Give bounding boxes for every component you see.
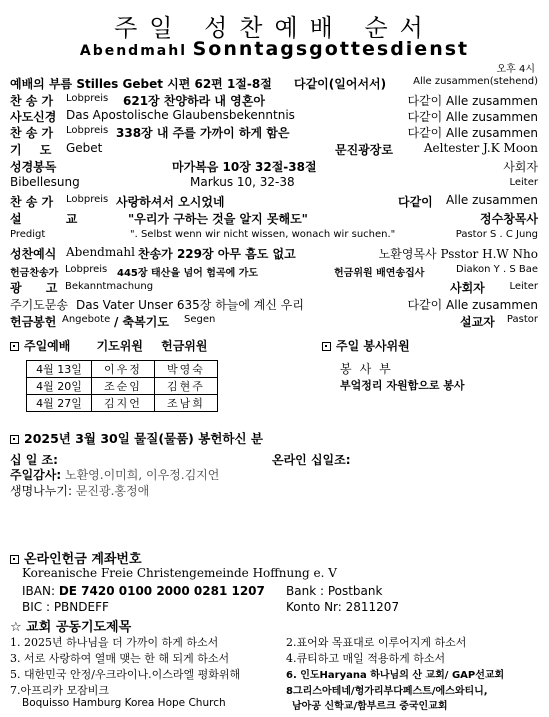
order-who: 다같이 Alle zusammen (407, 110, 538, 124)
order-who: 다같이(일어서서) (294, 77, 387, 91)
order-who-de: Pastor (506, 314, 538, 325)
tithe-label: 십 일 조: (10, 453, 58, 467)
duty-table (26, 360, 218, 412)
subtitle-small: Abendmahl (79, 43, 187, 59)
table-row (27, 378, 218, 395)
duty-prayer: 김지언 (92, 395, 155, 412)
order-content: / 축복기도 (114, 315, 169, 329)
order-content: 마가복음 10장 32절-38절 (172, 160, 317, 174)
order-call: 예배의 부름 Stilles Gebet 시편 62편 1절-8절 (10, 77, 272, 91)
square-bullet-icon (10, 435, 19, 444)
iban-line (22, 584, 265, 598)
order-item: 주기도문송 (10, 298, 68, 312)
duty-date: 4월 13일 (27, 361, 92, 378)
order-row (10, 158, 538, 175)
order-row (10, 75, 538, 92)
online-heading (10, 548, 142, 567)
duty-date: 4월 27일 (27, 395, 92, 412)
offering-title: 2025년 3월 30일 물질(물품) 봉헌하신 분 (24, 431, 263, 446)
order-item: 찬 송 가 (10, 126, 54, 140)
bank-name: Bank : Postbank (286, 584, 383, 598)
duty-prayer: 조순임 (92, 378, 155, 395)
order-who: 다같이 (398, 195, 433, 209)
online-tithe-label: 온라인 십일조: (272, 453, 351, 467)
order-item-de: Segen (184, 314, 216, 325)
table-row (27, 395, 218, 412)
square-bullet-icon (10, 555, 19, 564)
order-content: Markus 10, 32-38 (190, 175, 295, 189)
duty-col-prayer: 기도위원 (96, 339, 143, 353)
order-row (10, 313, 538, 330)
order-who-de: Leiter (509, 281, 538, 292)
service-time: 오후 4시 (496, 64, 535, 75)
prayer-heading: ☆ 교회 공동기도제목 (10, 620, 132, 635)
order-who: 헌금위원 배연송집사 (334, 268, 425, 279)
order-content: "우리가 구하는 것을 알지 못해도" (128, 212, 308, 226)
table-row (27, 361, 218, 378)
order-item: 찬 송 가 (10, 94, 54, 108)
thanks-names: 노환영.이미희, 이우정.김지언 (65, 468, 220, 482)
order-content: 621장 찬양하라 내 영혼아 (123, 94, 265, 108)
page-subtitle (0, 38, 549, 60)
order-who-de: Alle zusammen(stehend) (413, 76, 538, 87)
order-row (10, 175, 538, 192)
order-item-de: Lobpreis (66, 194, 109, 205)
order-item: Bibellesung (10, 175, 80, 189)
church-name: Koreanische Freie Christengemeinde Hoffnung e. V (22, 566, 337, 580)
duty-date: 4월 20일 (27, 378, 92, 395)
duty-col-offering: 헌금위원 (161, 339, 208, 353)
order-content: 사랑하셔서 오시었네 (116, 195, 225, 209)
prayer-item: 3. 서로 사랑하여 열매 맺는 한 해 되게 하소서 (10, 652, 230, 665)
square-bullet-icon (10, 342, 19, 351)
order-item: 설 교 (10, 212, 78, 226)
order-item: 기 도 (10, 143, 52, 157)
order-who: 다같이 Alle zusammen (407, 94, 538, 108)
order-who: 다같이 Alle zusammen (407, 126, 538, 140)
order-who: 다같이 Alle zusammen (407, 298, 538, 312)
order-who: 문진광장로 (335, 143, 393, 157)
order-item: 광 고 (10, 281, 58, 295)
prayer-item: 5. 대한민국 안정/우크라이나.이스라엘 평화위해 (10, 668, 241, 681)
prayer-item: 6. 인도Haryana 하나님의 산 교회/ GAP선교회 (286, 670, 505, 681)
service-heading (322, 337, 410, 354)
offering-heading (10, 429, 263, 447)
duty-offering: 김현주 (155, 378, 218, 395)
service-desc: 부엌정리 자원함으로 봉사 (340, 379, 465, 392)
order-who-de: Diakon Y . S Bae (456, 264, 538, 275)
order-item: 사도신경 (10, 110, 57, 124)
order-who: 노환영목사 Psstor H.W Nho (378, 247, 538, 261)
order-content: 찬송가 229장 아무 흠도 없고 (138, 247, 296, 261)
order-item: 성경봉독 (10, 160, 57, 174)
order-item: 성찬예식 (10, 247, 57, 261)
order-content: Das Vater Unser 635장 하늘에 계신 우리 (76, 298, 304, 312)
order-content: Gebet (66, 141, 103, 155)
order-item-de: Lobpreis (66, 93, 109, 104)
prayer-item: 8그리스아테네/헝가리부다페스트/에스와티니, (286, 686, 488, 697)
iban-label: IBAN: (22, 584, 55, 598)
order-who: 사회자 (450, 281, 485, 295)
order-item: Predigt (10, 229, 46, 240)
prayer-item: 남아공 신학교/함부르크 중국인교회 (292, 701, 448, 712)
order-row (10, 210, 538, 227)
online-title: 온라인헌금 계좌번호 (24, 552, 142, 567)
thanks-label: 주일감사: (10, 468, 62, 482)
share-line (10, 482, 149, 499)
service-group: 봉사부 (340, 362, 399, 376)
order-who: 사회자 (503, 160, 538, 174)
order-who-de: Aeltester J.K Moon (423, 141, 538, 155)
share-names: 문진광.홍정애 (75, 484, 150, 498)
order-row (10, 279, 538, 296)
order-item-de: Abendmahl (66, 245, 135, 259)
order-row (10, 193, 538, 210)
konto-line: Konto Nr: 2811207 (286, 600, 400, 614)
subtitle-big: Sonntagsgottesdienst (192, 38, 470, 60)
duty-offering: 박영숙 (155, 361, 218, 378)
prayer-item: 2.표어와 목표대로 이루어지게 하소서 (286, 636, 467, 649)
order-item-de: Bekanntmachung (65, 281, 154, 292)
share-label: 생명나누기: (10, 484, 73, 498)
order-item: 찬 송 가 (10, 195, 54, 209)
order-who: 정수창목사 (480, 212, 538, 226)
prayer-item: Boquisso Hamburg Korea Hope Church (22, 697, 226, 709)
order-content: 338장 내 주를 가까이 하게 함은 (116, 126, 290, 140)
thanks-line (10, 466, 219, 483)
order-item-de: Lobpreis (66, 125, 109, 136)
order-who: Leiter (509, 177, 538, 188)
page-title: 주일 성찬예배 순서 (114, 14, 435, 42)
duty-prayer: 이우정 (92, 361, 155, 378)
order-row (10, 141, 538, 158)
order-who: 설교자 (460, 315, 495, 329)
duty-title: 주일예배 (24, 339, 71, 353)
order-content: ". Selbst wenn wir nicht wissen, wonach wir suchen." (130, 229, 396, 240)
order-who-de: Alle zusammen (446, 193, 538, 207)
order-row (10, 108, 538, 125)
prayer-item: 1. 2025년 하나님을 더 가까이 하게 하소서 (10, 636, 219, 649)
order-row (10, 296, 538, 313)
square-bullet-icon (322, 342, 331, 351)
order-row (10, 124, 538, 141)
iban-value: DE 7420 0100 2000 0281 1207 (58, 584, 265, 598)
order-content: Das Apostolische Glaubensbekenntnis (66, 108, 295, 122)
duty-offering: 조남희 (155, 395, 218, 412)
order-row (10, 245, 538, 262)
order-item-de: Angebote (62, 314, 111, 325)
bic-line: BIC : PBNDEFF (22, 600, 109, 614)
order-row (10, 92, 538, 109)
service-title: 주일 봉사위원 (336, 339, 410, 353)
prayer-item: 7.아프리카 모잠비크 (10, 684, 109, 697)
order-row (10, 228, 538, 245)
order-content: 445장 태산을 넘어 험곡에 가도 (117, 268, 259, 279)
order-item-de: Lobpreis (65, 264, 108, 275)
order-who: Pastor S . C Jung (455, 229, 538, 240)
duty-heading (10, 337, 208, 354)
prayer-item: 4.큐티하고 매일 적용하게 하소서 (286, 652, 446, 665)
order-row (10, 263, 538, 280)
order-item: 헌금찬송가 (10, 268, 59, 279)
order-item: 헌금봉헌 (10, 315, 57, 329)
